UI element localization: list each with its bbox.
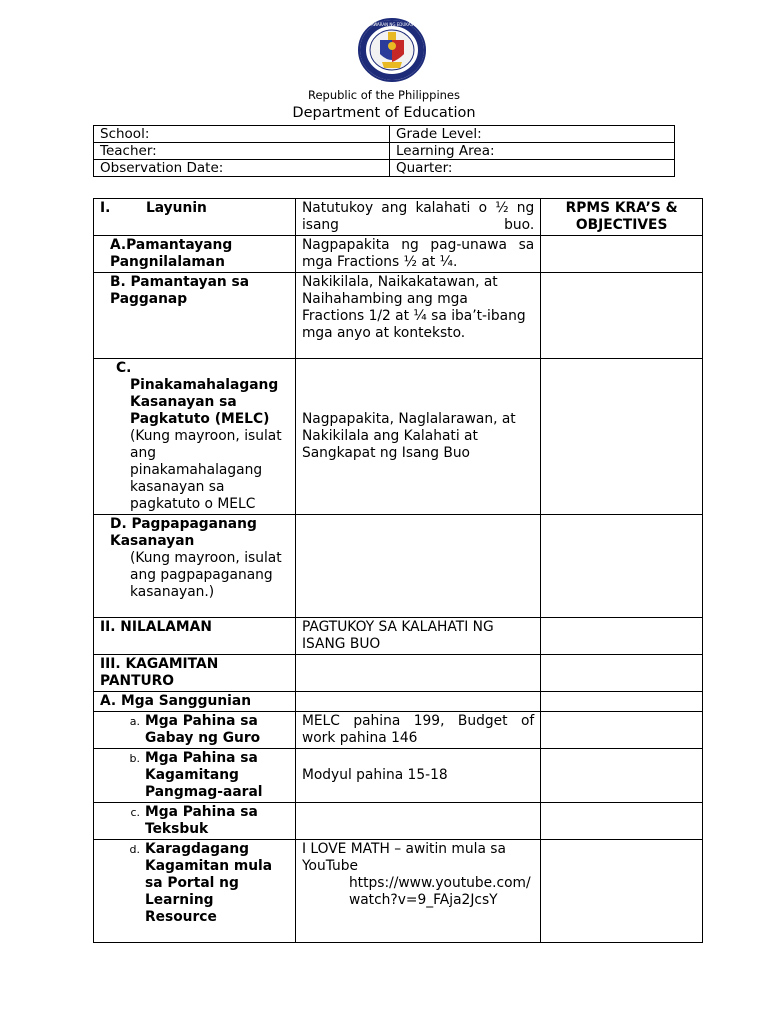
mga-sanggunian-label: A. Mga Sanggunian: [94, 692, 296, 712]
pamantayan-sa-pagganap-value: Nakikilala, Naikakatawan, at Naihahambing ang mga Fractions 1/2 at ¼ sa iba’t-ibang mga anyo at konteksto.: [295, 273, 540, 359]
pagpapaganang-kasanayan-label: D. Pagpapaganang Kasanayan: [110, 516, 257, 549]
layunin-value: Natutukoy ang kalahati o ½ ng isang buo.: [295, 199, 540, 236]
table-row: [94, 515, 703, 618]
karagdagang-kagamitan-label: Karagdagang Kagamitan mula sa Portal ng Learning Resource: [145, 841, 273, 925]
rpms-cell: [541, 655, 703, 692]
grade-level-field[interactable]: Grade Level:: [390, 126, 675, 143]
karagdagang-kagamitan-cell: [94, 840, 296, 943]
school-field[interactable]: School:: [94, 126, 390, 143]
info-row: [94, 143, 675, 160]
rpms-cell: [541, 273, 703, 359]
quarter-field[interactable]: Quarter:: [390, 160, 675, 177]
rpms-cell: [541, 803, 703, 840]
teksbuk-label: Mga Pahina sa Teksbuk: [145, 804, 258, 837]
pamantayan-sa-pagganap-cell: [94, 273, 296, 359]
table-row: [94, 712, 703, 749]
teksbuk-letter: c.: [130, 806, 140, 819]
table-row: [94, 803, 703, 840]
melc-letter: C.: [116, 360, 132, 376]
gabay-ng-guro-row: [100, 713, 289, 747]
karagdagang-kagamitan-value: I LOVE MATH – awitin mula sa YouTube: [301, 841, 506, 874]
republic-text: Republic of the Philippines: [307, 88, 461, 102]
melc-cell: [94, 359, 296, 515]
gabay-ng-guro-value: MELC pahina 199, Budget of work pahina 146: [295, 712, 540, 749]
pagpapaganang-kasanayan-value: [295, 515, 540, 618]
rpms-header: RPMS KRA’S & OBJECTIVES: [541, 199, 703, 236]
nilalaman-value: PAGTUKOY SA KALAHATI NG ISANG BUO: [295, 618, 540, 655]
layunin-label-cell: [94, 199, 296, 236]
table-row: [94, 236, 703, 273]
table-row: [94, 273, 703, 359]
table-row: [94, 199, 703, 236]
table-row: [94, 618, 703, 655]
table-row: [94, 655, 703, 692]
teksbuk-row: [100, 804, 289, 838]
melc-note: (Kung mayroon, isulat ang pinakamahalagang kasanayan sa pagkatuto o MELC: [130, 428, 282, 512]
kagamitang-pangmag-aaral-value: Modyul pahina 15-18: [295, 749, 540, 803]
melc-value: Nagpapakita, Naglalarawan, at Nakikilala ang Kalahati at Sangkapat ng Isang Buo: [295, 359, 540, 515]
pagpapaganang-kasanayan-note: (Kung mayroon, isulat ang pagpapaganang kasanayan.): [130, 550, 282, 600]
rpms-cell: [541, 840, 703, 943]
observation-date-field[interactable]: Observation Date:: [94, 160, 390, 177]
svg-text:KAGAWARAN NG EDUKASYON: KAGAWARAN NG EDUKASYON: [362, 22, 422, 27]
kagamitang-pangmag-aaral-cell: [94, 749, 296, 803]
teksbuk-cell: [94, 803, 296, 840]
mga-sanggunian-value: [295, 692, 540, 712]
rpms-cell: [541, 618, 703, 655]
kagamitang-pangmag-aaral-letter: b.: [129, 752, 140, 765]
karagdagang-kagamitan-row: [100, 841, 289, 926]
gabay-ng-guro-letter: a.: [129, 715, 140, 728]
rpms-cell: [541, 236, 703, 273]
pamantayang-pangnilalaman-cell: [94, 236, 296, 273]
melc-label: Pinakamahalagang Kasanayan sa Pagkatuto (MELC): [130, 377, 279, 427]
deped-seal-icon: [352, 18, 432, 82]
pamantayan-sa-pagganap-label: B. Pamantayan sa Pagganap: [110, 274, 250, 307]
table-row: [94, 749, 703, 803]
info-row: [94, 126, 675, 143]
pamantayang-pangnilalaman-label: A.Pamantayang Pangnilalaman: [110, 237, 233, 270]
lesson-plan-table: [93, 198, 703, 943]
layunin-number: I.: [100, 200, 111, 216]
table-row: [94, 692, 703, 712]
table-row: [94, 840, 703, 943]
karagdagang-kagamitan-letter: d.: [129, 843, 140, 856]
rpms-cell: [541, 692, 703, 712]
layunin-label: Layunin: [146, 200, 207, 216]
karagdagang-kagamitan-value-cell: [295, 840, 540, 943]
kagamitan-panturo-value: [295, 655, 540, 692]
pagpapaganang-kasanayan-cell: [94, 515, 296, 618]
kagamitang-pangmag-aaral-row: [100, 750, 289, 801]
teksbuk-value: [295, 803, 540, 840]
nilalaman-label: II. NILALAMAN: [94, 618, 296, 655]
rpms-cell: [541, 712, 703, 749]
info-table: [93, 125, 675, 177]
info-row: [94, 160, 675, 177]
kagamitan-panturo-label: III. KAGAMITAN PANTURO: [94, 655, 296, 692]
gabay-ng-guro-cell: [94, 712, 296, 749]
youtube-link[interactable]: https://www.youtube.com/watch?v=9_FAja2JcsY: [348, 875, 531, 908]
rpms-cell: [541, 749, 703, 803]
rpms-cell: [541, 359, 703, 515]
pamantayang-pangnilalaman-value: Nagpapakita ng pag-unawa sa mga Fractions ½ at ¼.: [295, 236, 540, 273]
gabay-ng-guro-label: Mga Pahina sa Gabay ng Guro: [145, 713, 261, 746]
rpms-cell: [541, 515, 703, 618]
department-title: Department of Education: [292, 105, 476, 121]
learning-area-field[interactable]: Learning Area:: [390, 143, 675, 160]
teacher-field[interactable]: Teacher:: [94, 143, 390, 160]
kagamitang-pangmag-aaral-label: Mga Pahina sa Kagamitang Pangmag-aaral: [145, 750, 263, 800]
table-row: [94, 359, 703, 515]
